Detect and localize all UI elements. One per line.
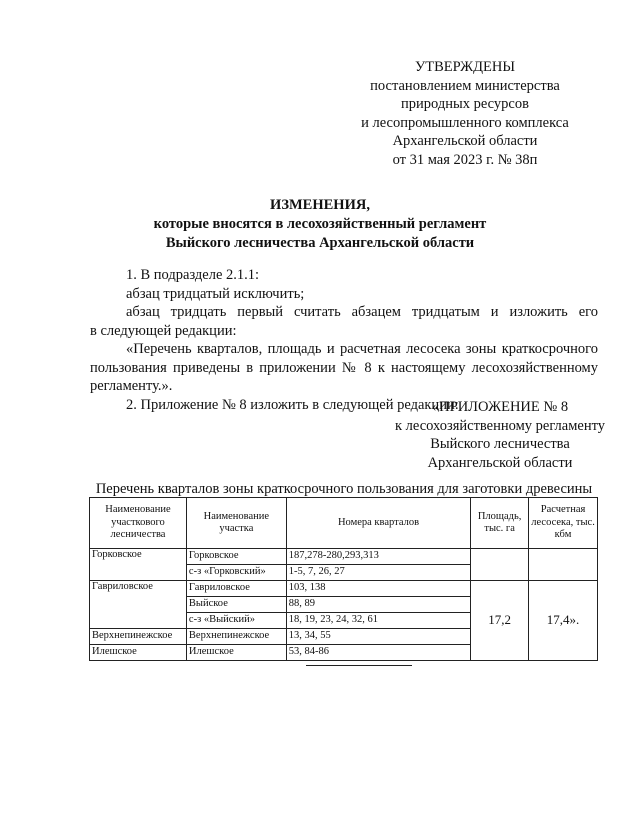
quarters-cell: 187,278-280,293,313	[286, 549, 470, 565]
paragraph: абзац тридцать первый считать абзацем тридцатым и изложить его	[126, 304, 598, 320]
area-cell-empty	[471, 549, 529, 581]
quarters-cell: 103, 138	[286, 581, 470, 597]
approval-line: постановлением министерства	[370, 77, 560, 94]
forestry-cell: Илешское	[90, 645, 187, 661]
quarters-cell: 13, 34, 55	[286, 629, 470, 645]
quarters-cell: 53, 84-86	[286, 645, 470, 661]
header-quarters: Номера кварталов	[286, 498, 470, 549]
quarters-table	[89, 497, 598, 661]
quarters-cell: 88, 89	[286, 597, 470, 613]
appendix-line: Выйского лесничества	[430, 436, 570, 452]
header-section: Наименование участка	[186, 498, 286, 549]
appendix-header	[370, 398, 630, 472]
section-cell: Гавриловское	[186, 581, 286, 597]
approval-line: природных ресурсов	[401, 96, 529, 112]
approval-block	[300, 58, 630, 169]
paragraph: 1. В подразделе 2.1.1:	[126, 267, 260, 283]
appendix-line: к лесохозяйственному регламенту	[395, 417, 605, 434]
paragraph: «Перечень кварталов, площадь и расчетная лесосека зоны краткосрочного	[126, 341, 598, 357]
quarters-cell: 18, 19, 23, 24, 32, 61	[286, 613, 470, 629]
table-header-row	[90, 498, 598, 549]
cutting-cell-empty	[529, 549, 598, 581]
table-row	[90, 549, 598, 565]
title-line: ИЗМЕНЕНИЯ,	[270, 197, 370, 213]
end-rule	[306, 665, 412, 666]
section-cell: с-з «Выйский»	[186, 613, 286, 629]
forestry-cell: Верхнепинежское	[90, 629, 187, 645]
header-cutting: Расчетная лесосека, тыс. кбм	[529, 498, 598, 549]
table-caption: Перечень кварталов зоны краткосрочного пользования для заготовки древесины	[95, 481, 593, 497]
approval-line: УТВЕРЖДЕНЫ	[414, 59, 516, 75]
header-forestry: Наименование участкового лесничества	[90, 498, 187, 549]
paragraph: пользования приведены в приложении № 8 к настоящему лесохозяйственному	[90, 359, 598, 376]
document-body	[90, 266, 598, 414]
section-cell: Верхнепинежское	[186, 629, 286, 645]
paragraph: регламенту.».	[90, 378, 173, 394]
section-cell: Выйское	[186, 597, 286, 613]
document-title	[0, 196, 640, 253]
section-cell: Горковское	[186, 549, 286, 565]
approval-line: Архангельской области	[392, 133, 538, 149]
paragraph: 2. Приложение № 8 изложить в следующей редакции:	[126, 396, 459, 413]
section-cell: с-з «Горковский»	[186, 565, 286, 581]
approval-line: и лесопромышленного комплекса	[361, 114, 569, 131]
table-row	[90, 581, 598, 597]
approval-line: от 31 мая 2023 г. № 38п	[392, 151, 538, 168]
paragraph: абзац тридцатый исключить;	[126, 285, 305, 302]
title-line: Выйского лесничества Архангельской области	[165, 235, 475, 251]
area-total-cell: 17,2	[471, 581, 529, 661]
cutting-total-cell: 17,4».	[529, 581, 598, 661]
title-line: которые вносятся в лесохозяйственный регламент	[153, 216, 487, 232]
header-area: Площадь, тыс. га	[471, 498, 529, 549]
appendix-line: Архангельской области	[427, 454, 573, 471]
section-cell: Илешское	[186, 645, 286, 661]
paragraph: в следующей редакции:	[90, 322, 237, 339]
forestry-cell: Горковское	[90, 549, 187, 581]
appendix-line: «ПРИЛОЖЕНИЕ № 8	[431, 399, 569, 415]
quarters-cell: 1-5, 7, 26, 27	[286, 565, 470, 581]
forestry-cell: Гавриловское	[90, 581, 187, 629]
